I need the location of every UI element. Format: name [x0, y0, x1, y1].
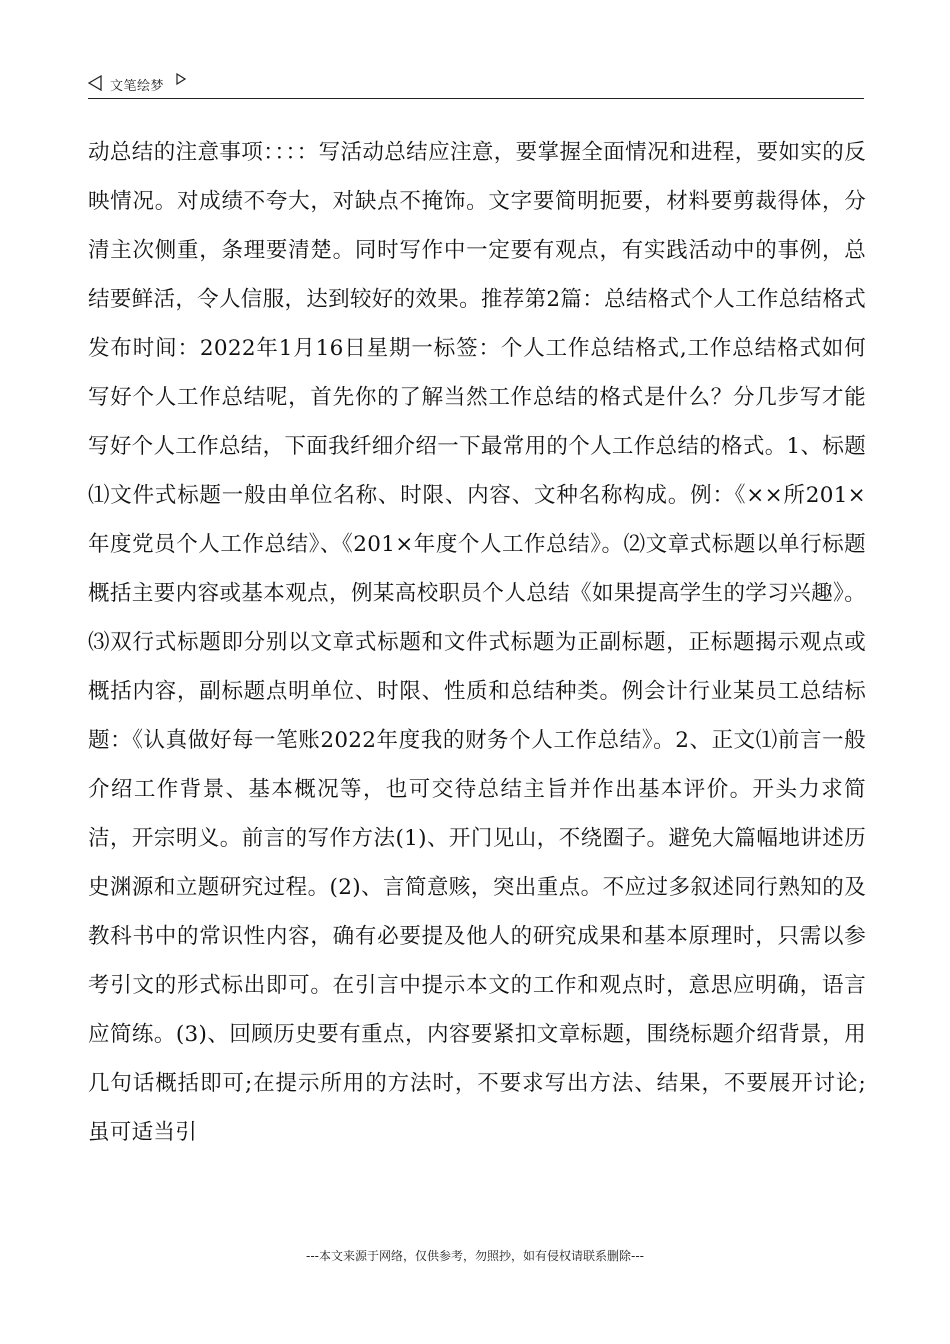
document-body	[88, 128, 866, 1157]
header-brand: 文笔绘梦	[110, 79, 165, 94]
right-triangle-icon	[176, 73, 186, 85]
page-footer-note: ---本文来源于网络，仅供参考，勿照抄，如有侵权请联系删除---	[306, 1249, 644, 1263]
left-triangle-icon	[88, 75, 102, 91]
page-header	[88, 70, 864, 99]
body-paragraph: 动总结的注意事项：：：：写活动总结应注意，要掌握全面情况和进程，要如实的反映情况。对成绩不夸大，对缺点不掩饰。文字要简明扼要，材料要剪裁得体，分清主次侧重，条理要清楚。同时写作中一定要有观点，有实践活动中的事例，总结要鲜活，令人信服，达到较好的效果。推荐第2篇：总结格式个人工作总结格式发布时间：2022年1月16日星期一标签：个人工作总结格式,工作总结格式如何写好个人工作总结呢，首先你的了解当然工作总结的格式是什么？分几步写才能写好个人工作总结，下面我纤细介绍一下最常用的个人工作总结的格式。1、标题⑴文件式标题一般由单位名称、时限、内容、文种名称构成。例：《××所201×年度党员个人工作总结》、《201×年度个人工作总结》。⑵文章式标题以单行标题概括主要内容或基本观点，例某高校职员个人总结《如果提高学生的学习兴趣》。⑶双行式标题即分别以文章式标题和文件式标题为正副标题，正标题揭示观点或概括内容，副标题点明单位、时限、性质和总结种类。例会计行业某员工总结标题：《认真做好每一笔账2022年度我的财务个人工作总结》。2、正文⑴前言一般介绍工作背景、基本概况等，也可交待总结主旨并作出基本评价。开头力求简洁，开宗明义。前言的写作方法(1)、开门见山，不绕圈子。避免大篇幅地讲述历史渊源和立题研究过程。(2)、言简意赅，突出重点。不应过多叙述同行熟知的及教科书中的常识性内容，确有必要提及他人的研究成果和基本原理时，只需以参考引文的形式标出即可。在引言中提示本文的工作和观点时，意思应明确，语言应简练。(3)、回顾历史要有重点，内容要紧扣文章标题，围绕标题介绍背景，用几句话概括即可;在提示所用的方法时，不要求写出方法、结果，不要展开讨论;虽可适当引	[88, 140, 866, 1145]
